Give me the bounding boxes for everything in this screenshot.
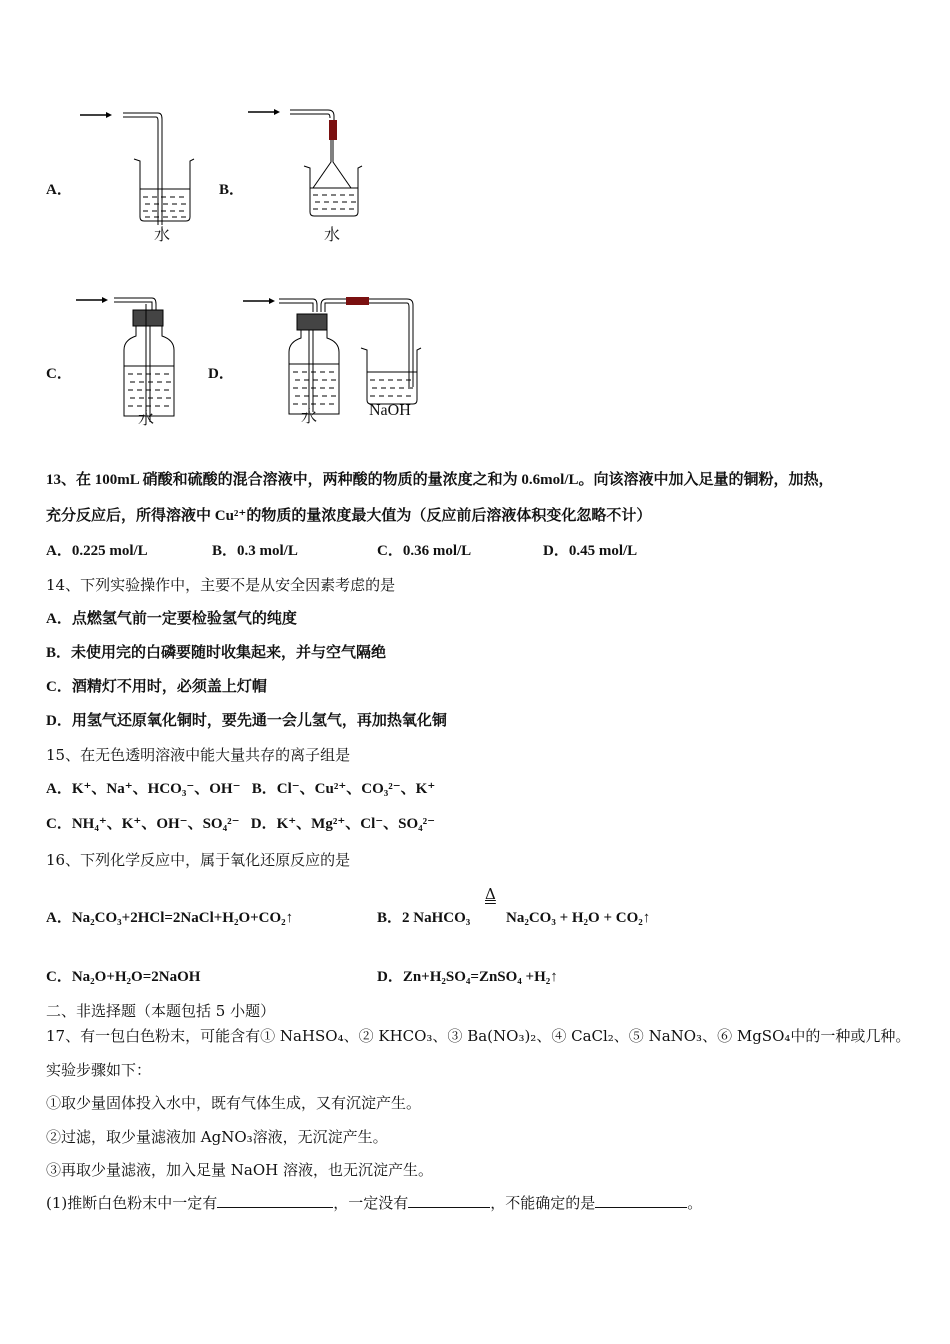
q13-option-a: A．0.225 mol/L xyxy=(46,543,148,559)
answer-blank-definitely-not[interactable] xyxy=(408,1193,490,1208)
q16-option-b-right: Na₂CO₃ + H₂O + CO₂↑ xyxy=(506,910,651,926)
apparatus-c xyxy=(76,290,186,410)
water-label-a: 水 xyxy=(154,227,171,244)
water-label-b: 水 xyxy=(324,227,341,244)
q16-option-d: D．Zn+H₂SO₄=ZnSO₄ +H₂↑ xyxy=(377,969,558,985)
q16-option-a: A．Na₂CO₃+2HCl=2NaCl+H₂O+CO₂↑ xyxy=(46,910,294,926)
q17-stem: 17、有一包白色粉末，可能含有① NaHSO₄、② KHCO₃、③ Ba(NO₃)₂、④ CaCl₂、⑤ NaNO₃、⑥ MgSO₄中的一种或几种。 xyxy=(46,1027,911,1045)
q17-sub1-text-b: ，一定没有 xyxy=(333,1194,409,1212)
option-b-label: B． xyxy=(219,182,245,198)
answer-blank-definitely-has[interactable] xyxy=(217,1193,333,1208)
option-a-label: A． xyxy=(46,182,72,198)
q14-stem: 14、下列实验操作中，主要不是从安全因素考虑的是 xyxy=(46,576,396,594)
apparatus-b xyxy=(248,100,368,225)
option-c-label: C． xyxy=(46,366,72,382)
q14-option-a: A．点燃氢气前一定要检验氢气的纯度 xyxy=(46,611,297,627)
naoh-label: NaOH xyxy=(369,402,411,419)
q17-step-3: ③再取少量滤液，加入足量 NaOH 溶液，也无沉淀产生。 xyxy=(46,1161,433,1179)
q17-step-2: ②过滤，取少量滤液加 AgNO₃溶液，无沉淀产生。 xyxy=(46,1128,388,1146)
water-label-d: 水 xyxy=(301,409,318,426)
q17-subquestion-1 xyxy=(46,1193,702,1213)
water-label-c: 水 xyxy=(138,411,155,428)
q16-option-b-heat-condition: Δ xyxy=(485,885,496,903)
q16-option-b-left: B．2 NaHCO₃ xyxy=(377,910,471,926)
q14-option-c: C．酒精灯不用时，必须盖上灯帽 xyxy=(46,679,267,695)
q13-option-d: D．0.45 mol/L xyxy=(543,543,638,559)
q16-option-c: C．Na₂O+H₂O=2NaOH xyxy=(46,969,201,985)
q17-sub1-text-d: 。 xyxy=(687,1194,703,1212)
q14-option-b: B．未使用完的白磷要随时收集起来，并与空气隔绝 xyxy=(46,645,387,661)
apparatus-d xyxy=(243,292,423,412)
q14-option-d: D．用氢气还原氧化铜时，要先通一会儿氢气，再加热氧化铜 xyxy=(46,713,447,729)
q15-options-row1: A．K⁺、Na⁺、HCO₃⁻、OH⁻ B．Cl⁻、Cu²⁺、CO₃²⁻、K⁺ xyxy=(46,781,436,797)
q17-step-1: ①取少量固体投入水中，既有气体生成，又有沉淀产生。 xyxy=(46,1094,422,1112)
q17-sub1-text-a: (1)推断白色粉末中一定有 xyxy=(46,1194,218,1212)
apparatus-a xyxy=(80,105,200,225)
q13-option-c: C．0.36 mol/L xyxy=(377,543,472,559)
q15-options-row2: C．NH₄⁺、K⁺、OH⁻、SO₄²⁻ D．K⁺、Mg²⁺、Cl⁻、SO₄²⁻ xyxy=(46,816,436,832)
q13-stem-line2: 充分反应后，所得溶液中 Cu²⁺的物质的量浓度最大值为（反应前后溶液体积变化忽略不计） xyxy=(46,508,652,524)
q17-steps-title: 实验步骤如下： xyxy=(46,1061,152,1079)
answer-blank-uncertain[interactable] xyxy=(595,1193,687,1208)
section-heading: 二、非选择题（本题包括 5 小题） xyxy=(46,1002,276,1020)
q17-sub1-text-c: ，不能确定的是 xyxy=(490,1194,596,1212)
q13-option-b: B．0.3 mol/L xyxy=(212,543,298,559)
q15-stem: 15、在无色透明溶液中能大量共存的离子组是 xyxy=(46,746,351,764)
option-d-label: D． xyxy=(208,366,234,382)
q16-stem: 16、下列化学反应中，属于氧化还原反应的是 xyxy=(46,851,351,869)
q13-stem-line1: 13、在 100mL 硝酸和硫酸的混合溶液中，两种酸的物质的量浓度之和为 0.6mol/L。向该溶液中加入足量的铜粉，加热， xyxy=(46,472,834,488)
